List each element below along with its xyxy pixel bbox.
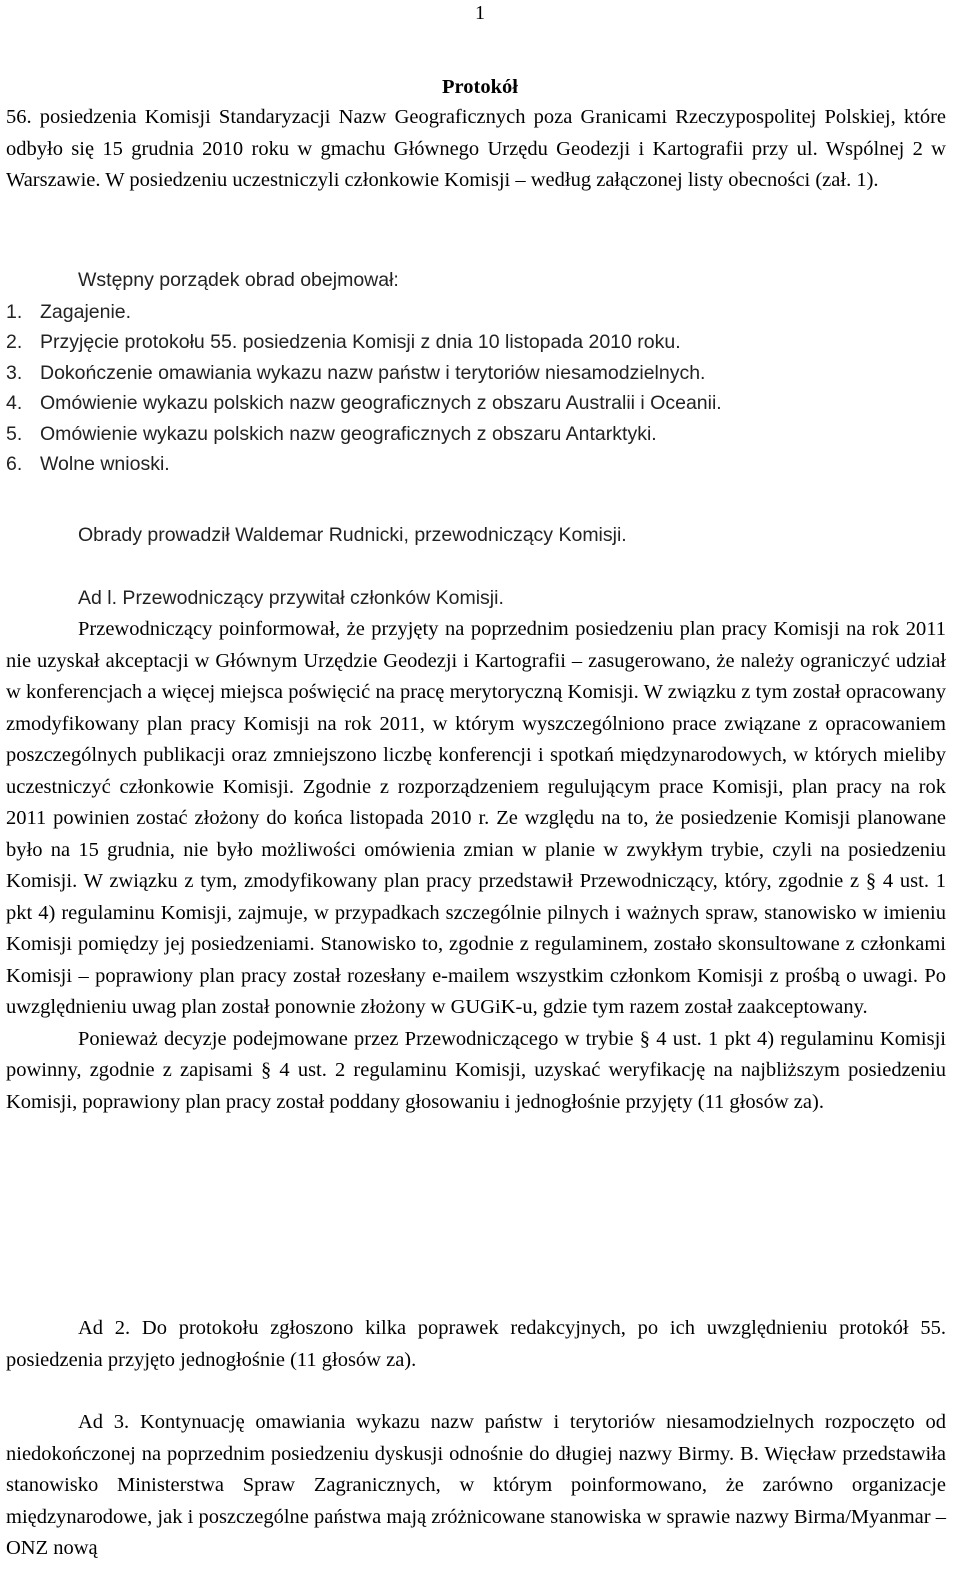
ad1-paragraph-2: Ponieważ decyzje podejmowane przez Przewodniczącego w trybie § 4 ust. 1 pkt 4) regulaminu Komisji powinny, zgodnie z zapisami § 4 ust. 2 regulaminu Komisji, uzyskać weryfikację na najbliższym posiedzeniu Komisji, poprawiony plan pracy został poddany głosowaniu i jednogłośnie przyjęty (11 głosów za). [6,1027,946,1113]
intro-paragraph [6,102,946,197]
agenda-item-text: Przyjęcie protokołu 55. posiedzenia Komisji z dnia 10 listopada 2010 roku. [40,331,681,353]
agenda-item [6,449,946,480]
agenda-item-number: 2. [6,331,23,353]
ad2-body [6,1313,946,1376]
agenda-item-number: 4. [6,392,23,414]
agenda-item [6,358,946,389]
ad2-paragraph: Ad 2. Do protokołu zgłoszono kilka poprawek redakcyjnych, po ich uwzględnieniu protokół 55. posiedzenia przyjęto jednogłośnie (11 głosów za). [6,1317,946,1371]
agenda-item [6,388,946,419]
agenda-item-number: 6. [6,453,23,475]
agenda-heading: Wstępny porządek obrad obejmował: [78,269,399,291]
agenda-item [6,419,946,450]
agenda-item [6,327,946,358]
chair-note: Obrady prowadził Waldemar Rudnicki, przewodniczący Komisji. [78,524,627,546]
agenda-item-number: 1. [6,300,23,323]
document-title: Protokół [442,76,518,98]
ad3-body [6,1407,946,1565]
agenda-item-text: Omówienie wykazu polskich nazw geograficznych z obszaru Antarktyki. [40,422,657,445]
agenda [6,265,946,480]
ad3-paragraph: Ad 3. Kontynuację omawiania wykazu nazw państw i terytoriów niesamodzielnych rozpoczęto od niedokończonej na poprzednim posiedzeniu dyskusji odnośnie do długiej nazwy Birmy. B. Więcław przedstawiła stanowisko Ministerstwa Spraw Zagranicznych, w którym poinformowano, że zarówno organizacje międzynarodowe, jak i poszczególne państwa mają zróżnicowane stanowiska w sprawie nazwy Birma/Myanmar – ONZ nową [6,1411,946,1559]
chair-note-block [6,520,946,552]
agenda-item-text: Zagajenie. [40,300,132,323]
ad1-paragraph-1: Przewodniczący poinformował, że przyjęty na poprzednim posiedzeniu plan pracy Komisji na rok 2011 nie uzyskał akceptacji w Głównym Urzędzie Geodezji i Kartografii – zasugerowano, że należy ograniczyć udział w konferencjach a więcej miejsca poświęcić na pracę merytoryczną Komisji. W związku z tym został opracowany zmodyfikowany plan pracy Komisji na rok 2011, w którym wyszczególniono prace związane z opracowaniem poszczególnych publikacji oraz zmniejszono liczbę konferencji i spotkań międzynarodowych, w których mieliby uczestniczyć członkowie Komisji. Zgodnie z rozporządzeniem regulującym prace Komisji, plan pracy na rok 2011 powinien zostać złożony do końca listopada 2010 r. Ze względu na to, że posiedzenie Komisji planowane było na 15 grudnia, nie było możliwości omówienia zmian w planie w zwykłym trybie, czyli na posiedzeniu Komisji. W związku z tym, zmodyfikowany plan pracy przedstawił Przewodniczący, który, zgodnie z § 4 ust. 1 pkt 4) regulaminu Komisji, zajmuje, w przypadkach szczególnie pilnych i ważnych spraw, stanowisko w imieniu Komisji pomiędzy jej posiedzeniami. Stanowisko to, zgodnie z regulaminem, zostało skonsultowane z członkami Komisji – poprawiony plan pracy został rozesłany e-mailem wszystkim członkom Komisji z prośbą o uwagi. Po uwzględnieniu uwag plan został ponownie złożony w GUGiK-u, gdzie tym razem został zaakceptowany. [6,618,946,1018]
agenda-item-number: 5. [6,422,23,445]
page-number: 1 [475,2,485,24]
ad1-body [6,614,946,1118]
agenda-item-number: 3. [6,361,23,384]
ad1-first-line: Ad l. Przewodniczący przywitał członków Komisji. [78,587,504,609]
ad1-heading-block [6,583,946,615]
agenda-item [6,297,946,328]
agenda-item-text: Dokończenie omawiania wykazu nazw państw i terytoriów niesamodzielnych. [40,361,706,384]
agenda-item-text: Omówienie wykazu polskich nazw geograficznych z obszaru Australii i Oceanii. [40,392,722,414]
intro-text: 56. posiedzenia Komisji Standaryzacji Nazw Geograficznych poza Granicami Rzeczypospolitej Polskiej, które odbyło się 15 grudnia 2010 roku w gmachu Głównego Urzędu Geodezji i Kartografii przy ul. Wspólnej 2 w Warszawie. W posiedzeniu uczestniczyli członkowie Komisji – według załączonej listy obecności (zał. 1). [6,106,946,191]
agenda-item-text: Wolne wnioski. [40,453,170,475]
agenda-list [6,297,946,480]
